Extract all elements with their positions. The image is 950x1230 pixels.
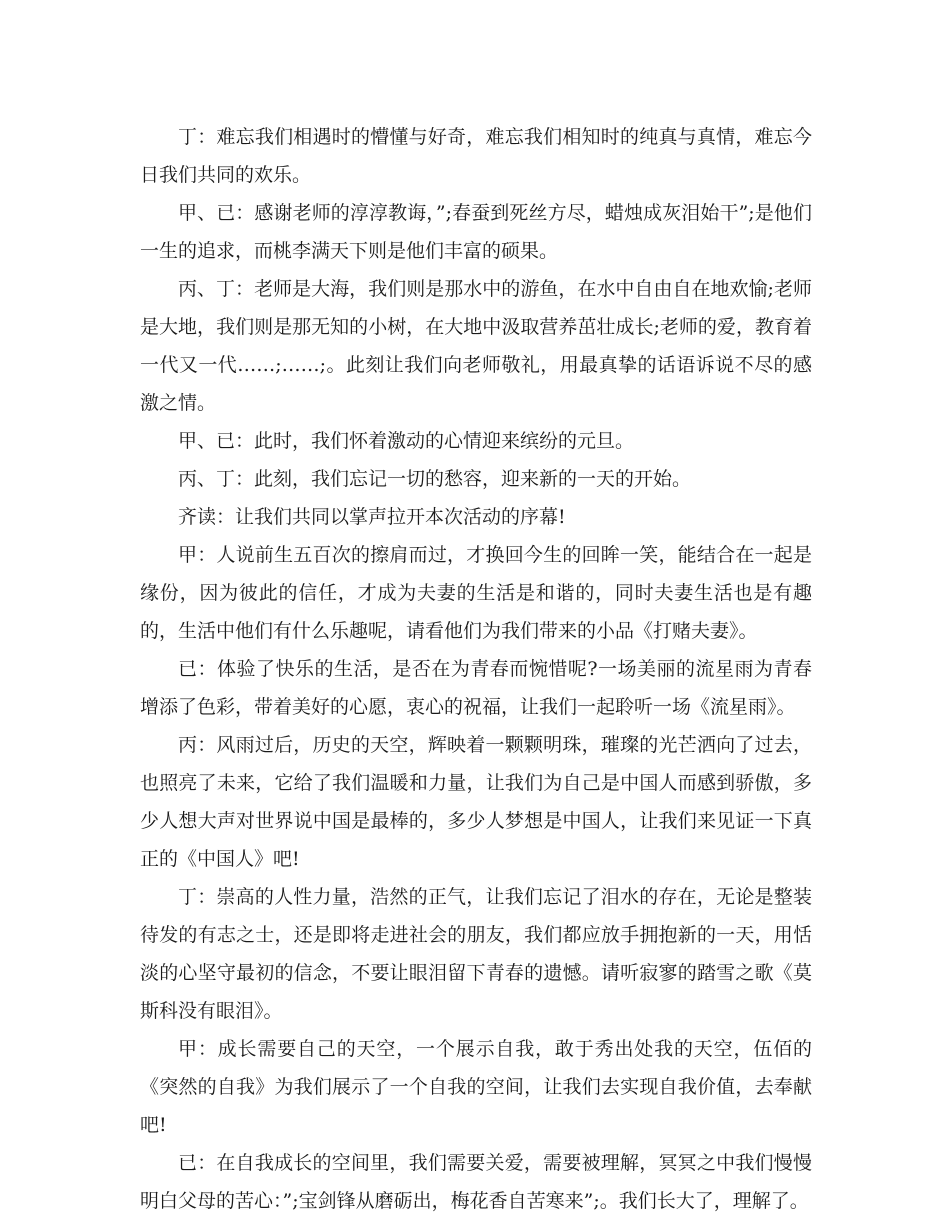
- paragraph-6: 齐读：让我们共同以掌声拉开本次活动的序幕!: [178, 506, 566, 528]
- paragraph-9: 丙：风雨过后，历史的天空，辉映着一颗颗明珠，璀璨的光芒洒向了过去，也照亮了未来，它给了我们温暖和力量，让我们为自己是中国人而感到骄傲，多少人想大声对世界说中国是最棒的，多少人梦想是中国人，让我们来见证一下真正的《中国人》吧!: [140, 734, 812, 870]
- paragraph-3: 丙、丁：老师是大海，我们则是那水中的游鱼，在水中自由自在地欢愉;老师是大地，我们则是那无知的小树，在大地中汲取营养茁壮成长;老师的爱，教育着一代又一代……;……;。此刻让我们向老师敬礼，用最真挚的话语诉说不尽的感激之情。: [140, 278, 812, 414]
- paragraph-10: 丁：崇高的人性力量，浩然的正气，让我们忘记了泪水的存在，无论是整装待发的有志之士，还是即将走进社会的朋友，我们都应放手拥抱新的一天，用恬淡的心坚守最初的信念，不要让眼泪留下青春的遗憾。请听寂寥的踏雪之歌《莫斯科没有眼泪》。: [140, 886, 812, 1022]
- paragraph-5: 丙、丁：此刻，我们忘记一切的愁容，迎来新的一天的开始。: [178, 468, 692, 490]
- document-body: [140, 118, 812, 1220]
- paragraph-4: 甲、已：此时，我们怀着激动的心情迎来缤纷的元旦。: [178, 430, 635, 452]
- paragraph-8: 已：体验了快乐的生活，是否在为青春而惋惜呢?一场美丽的流星雨为青春增添了色彩，带着美好的心愿，衷心的祝福，让我们一起聆听一场《流星雨》。: [140, 658, 812, 718]
- paragraph-2: 甲、已：感谢老师的淳淳教诲，”;春蚕到死丝方尽，蜡烛成灰泪始干”;是他们一生的追求，而桃李满天下则是他们丰富的硕果。: [140, 202, 812, 262]
- paragraph-12: 已：在自我成长的空间里，我们需要关爱，需要被理解，冥冥之中我们慢慢明白父母的苦心：”;宝剑锋从磨砺出，梅花香自苦寒来”;。我们长大了，理解了。: [140, 1152, 812, 1212]
- paragraph-11: 甲：成长需要自己的天空，一个展示自我，敢于秀出处我的天空，伍佰的《突然的自我》为我们展示了一个自我的空间，让我们去实现自我价值，去奉献吧!: [140, 1038, 812, 1136]
- paragraph-1: 丁：难忘我们相遇时的懵懂与好奇，难忘我们相知时的纯真与真情，难忘今日我们共同的欢乐。: [140, 126, 812, 186]
- paragraph-7: 甲：人说前生五百次的擦肩而过，才换回今生的回眸一笑，能结合在一起是缘份，因为彼此的信任，才成为夫妻的生活是和谐的，同时夫妻生活也是有趣的，生活中他们有什么乐趣呢，请看他们为我们带来的小品《打赌夫妻》。: [140, 544, 812, 642]
